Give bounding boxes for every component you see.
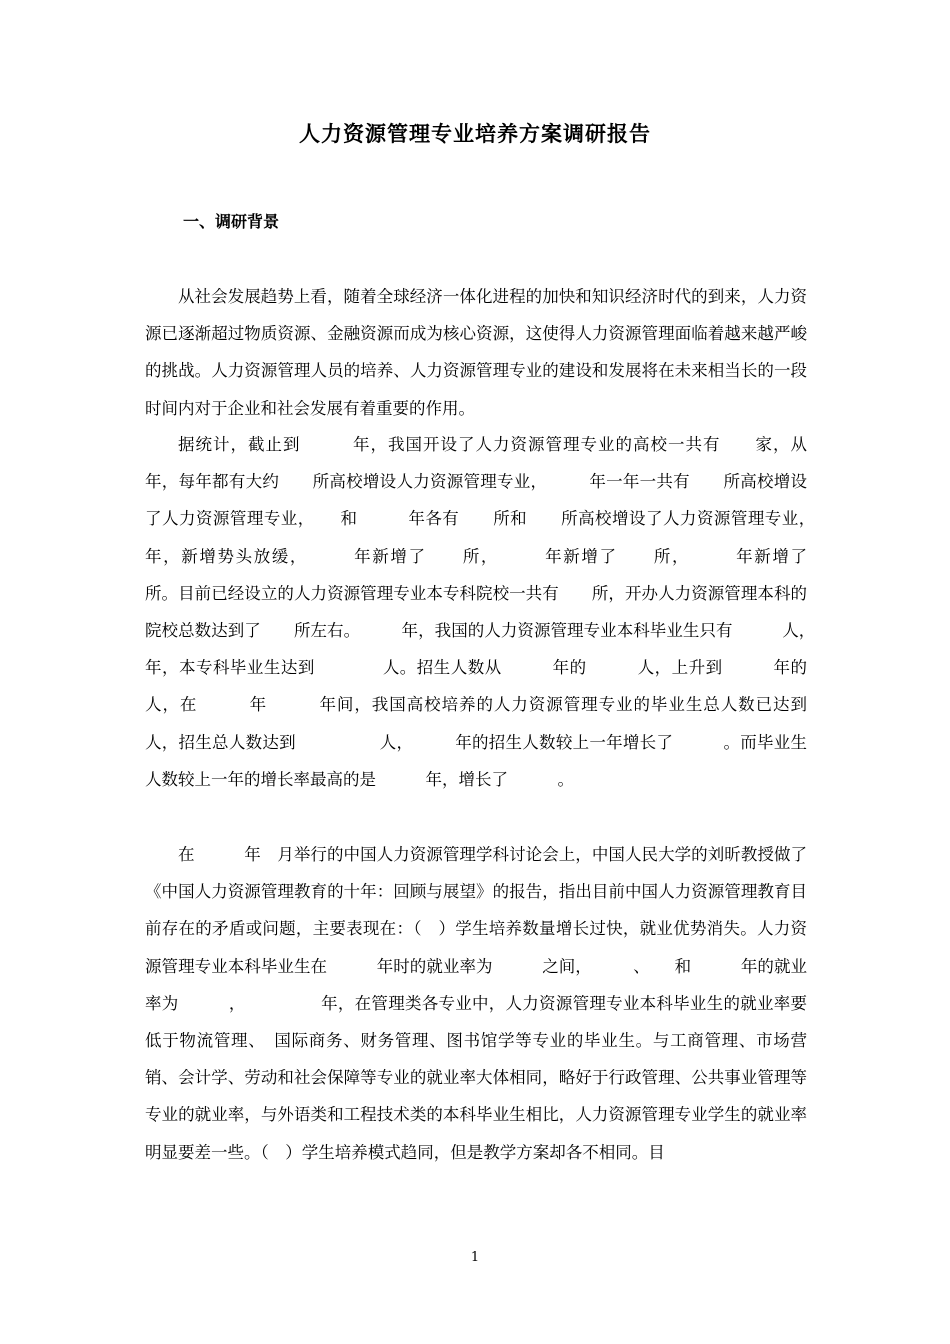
body-paragraph: 在 年 月举行的中国人力资源管理学科讨论会上，中国人民大学的刘昕教授做了《中国人力资源管理教育的十年：回顾与展望》的报告，指出目前中国人力资源管理教育目前存在的矛盾或问题，主要表现在：（ ）学生培养数量增长过快，就业优势消失。人力资源管理专业本科毕业生在 年时的就业率为 之间， 、 和 年的就业率为 ， 年，在管理类各专业中，人力资源管理专业本科毕业生的就业率要低于物流管理、 国际商务、财务管理、图书馆学等专业的毕业生。与工商管理、市场营销、会计学、劳动和社会保障等专业的就业率大体相同，略好于行政管理、公共事业管理等专业的就业率，与外语类和工程技术类的本科毕业生相比，人力资源管理专业学生的就业率明显要差一些。（ ）学生培养模式趋同，但是教学方案却各不相同。目: [145, 845, 807, 1162]
body-paragraph: 据统计，截止到 年，我国开设了人力资源管理专业的高校一共有 家，从 年，每年都有大约 所高校增设人力资源管理专业， 年一年一共有 所高校增设了人力资源管理专业， 和 年各有 所和 所高校增设了人力资源管理专业， 年，新增势头放缓， 年新增了 所， 年新增了 所， 年新增了 所。目前已经设立的人力资源管理专业本专科院校一共有 所，开办人力资源管理本科的院校总数达到了 所左右。 年，我国的人力资源管理专业本科毕业生只有 人， 年，本专科毕业生达到 人。招生人数从 年的 人，上升到 年的 人，在 年 年间，我国高校培养的人力资源管理专业的毕业生总人数已达到 人，招生总人数达到 人， 年的招生人数较上一年增长了 。而毕业生人数较上一年的增长率最高的是 年，增长了 。: [145, 435, 890, 789]
document-title: 人力资源管理专业培养方案调研报告: [299, 122, 651, 146]
body-paragraph: 从社会发展趋势上看，随着全球经济一体化进程的加快和知识经济时代的到来，人力资源已逐渐超过物质资源、金融资源而成为核心资源，这使得人力资源管理面临着越来越严峻的挑战。人力资源管理人员的培养、人力资源管理专业的建设和发展将在未来相当长的一段时间内对于企业和社会发展有着重要的作用。: [145, 287, 807, 418]
section-heading: 一、调研背景: [183, 212, 280, 231]
page-number: 1: [470, 1250, 480, 1265]
